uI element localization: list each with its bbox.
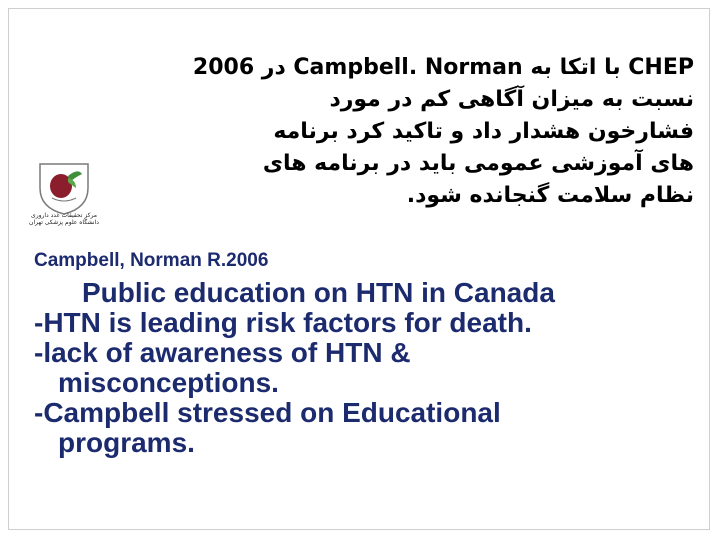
persian-line: نسبت به میزان آگاهی کم در مورد [329,87,694,112]
english-line: programs. [58,427,195,458]
english-line: -Campbell stressed on Educational [34,397,501,428]
english-body [34,278,704,458]
english-line: misconceptions. [58,367,279,398]
persian-paragraph [54,52,694,212]
persian-line: نظام سلامت گنجانده شود. [406,183,694,208]
persian-line: CHEP با اتکا به Campbell. Norman در 2006 [192,55,694,80]
logo-emblem-icon [24,158,104,218]
persian-line: فشارخون هشدار داد و تاکید کرد برنامه [273,119,694,144]
logo-caption: مرکز تحقیقات غدد داروری دانشگاه علوم پزشکی تهران [29,212,99,226]
persian-line: های آموزشی عمومی باید در برنامه های [262,151,694,176]
citation: Campbell, Norman R.2006 [34,250,269,271]
english-line: -lack of awareness of HTN & [34,337,411,368]
english-line: Public education on HTN in Canada [82,277,555,308]
english-line: -HTN is leading risk factors for death. [34,307,532,338]
institute-logo [24,158,104,238]
